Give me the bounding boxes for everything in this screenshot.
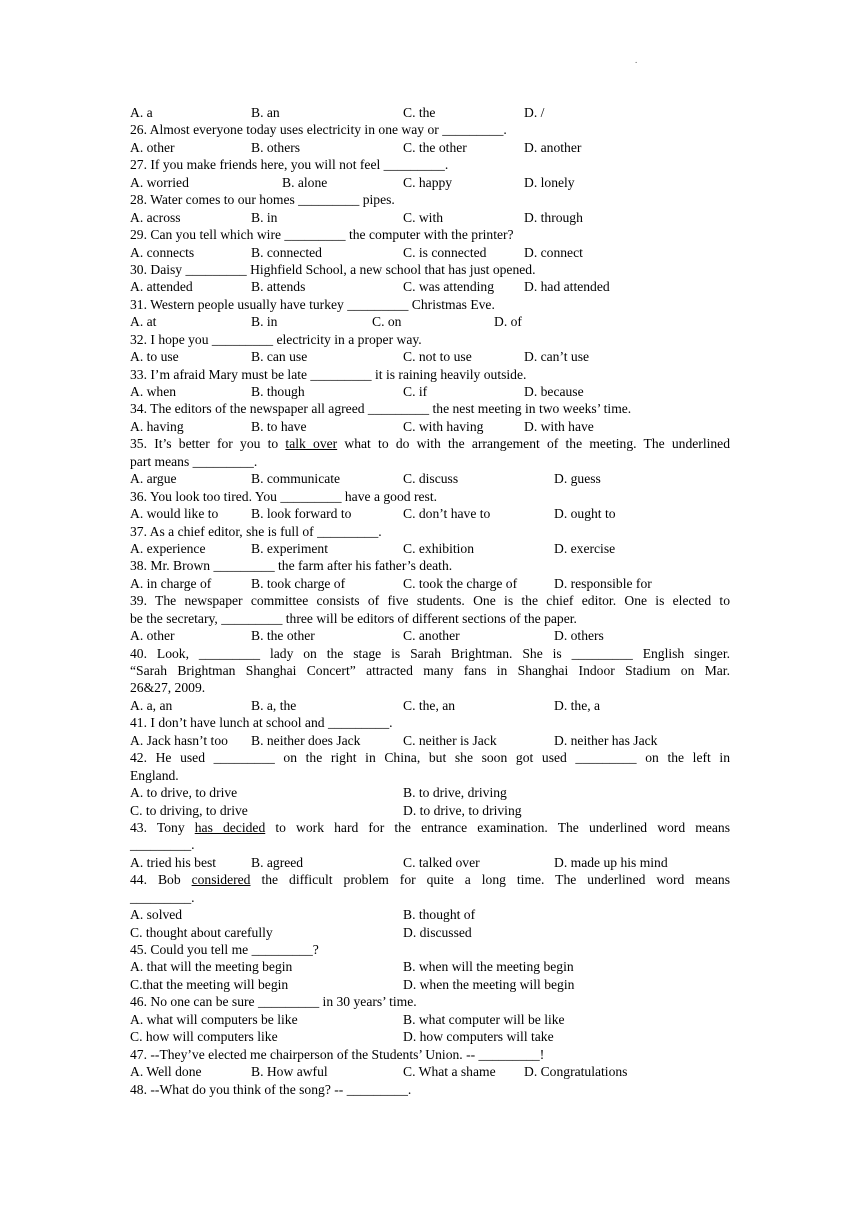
answer-option: C. the, an (403, 697, 456, 713)
answer-option: C. with (403, 209, 444, 225)
answer-option: A. Well done (130, 1064, 202, 1080)
answer-option: C. thought about carefully (130, 924, 273, 940)
answer-option: B. agreed (251, 854, 304, 870)
answer-option: A. Jack hasn’t too (130, 732, 228, 748)
answer-option: D. connect (524, 244, 583, 260)
answer-options-row (130, 418, 730, 435)
question-text: 41. I don’t have lunch at school and _________. (130, 715, 393, 731)
answer-options-row (130, 1011, 730, 1028)
answer-option: D. discussed (403, 924, 472, 940)
answer-option: C. don’t have to (403, 506, 491, 522)
answer-options-row (130, 575, 730, 592)
question-text: 26&27, 2009. (130, 680, 206, 696)
answer-option: C. on (372, 314, 402, 330)
question-text: 33. I’m afraid Mary must be late _________ it is raining heavily outside. (130, 366, 527, 382)
answer-options-row (130, 976, 730, 993)
answer-option: C. neither is Jack (403, 732, 497, 748)
answer-option: B. when will the meeting begin (403, 959, 574, 975)
answer-option: B. communicate (251, 471, 341, 487)
answer-options-row (130, 278, 730, 295)
question-text (130, 871, 730, 888)
answer-option: B. took charge of (251, 575, 346, 591)
question-text-part: 43. Tony (130, 819, 195, 835)
header-mark: . (635, 55, 638, 65)
question-text: 48. --What do you think of the song? -- _________. (130, 1081, 412, 1097)
answer-option: B. look forward to (251, 506, 352, 522)
answer-option: D. had attended (524, 279, 610, 295)
question-text-part: to work hard for the entrance examination. The underlined word means (265, 819, 730, 835)
answer-option: D. another (524, 139, 582, 155)
answer-options-row (130, 924, 730, 941)
answer-option: D. neither has Jack (554, 732, 658, 748)
question-text: 37. As a chief editor, she is full of _________. (130, 523, 382, 539)
answer-option: C. how will computers like (130, 1029, 278, 1045)
question-text (130, 435, 730, 452)
answer-options-row (130, 784, 730, 801)
answer-option: A. what will computers be like (130, 1011, 298, 1027)
answer-option: B. others (251, 139, 301, 155)
answer-option: D. when the meeting will begin (403, 976, 575, 992)
answer-option: C. is connected (403, 244, 487, 260)
answer-option: B. connected (251, 244, 322, 260)
question-text-part: the difficult problem for quite a long time. The underlined word means (250, 872, 730, 888)
answer-options-row (130, 906, 730, 923)
answer-option: A. connects (130, 244, 195, 260)
answer-option: D. / (524, 105, 545, 120)
question-text: 38. Mr. Brown _________ the farm after his father’s death. (130, 558, 453, 574)
answer-option: D. can’t use (524, 349, 590, 365)
answer-options-row (130, 1063, 730, 1080)
answer-option: B. a, the (251, 697, 297, 713)
answer-options-row (130, 802, 730, 819)
answer-options-row (130, 627, 730, 644)
answer-options-row (130, 174, 730, 191)
answer-option: B. in (251, 314, 278, 330)
answer-option: A. that will the meeting begin (130, 959, 293, 975)
answer-option: D. through (524, 209, 583, 225)
answer-option: C. was attending (403, 279, 494, 295)
question-text: 46. No one can be sure _________ in 30 years’ time. (130, 994, 417, 1010)
answer-option: B. thought of (403, 907, 476, 923)
answer-options-row (130, 470, 730, 487)
answer-option: D. lonely (524, 174, 575, 190)
answer-option: D. responsible for (554, 575, 652, 591)
answer-option: A. to use (130, 349, 179, 365)
answer-option: C. happy (403, 174, 453, 190)
answer-option: A. other (130, 139, 175, 155)
question-text: 36. You look too tired. You _________ have a good rest. (130, 488, 437, 504)
answer-option: C. the other (403, 139, 467, 155)
answer-option: D. Congratulations (524, 1064, 628, 1080)
underlined-phrase: talk over (285, 436, 338, 452)
answer-option: C. if (403, 384, 428, 399)
answer-options-row (130, 209, 730, 226)
answer-option: A. attended (130, 279, 193, 295)
answer-option: D. because (524, 384, 584, 399)
answer-options-row (130, 540, 730, 557)
answer-option: B. to drive, driving (403, 785, 507, 801)
answer-option: A. across (130, 209, 181, 225)
question-text: 28. Water comes to our homes _________ pipes. (130, 192, 395, 208)
answer-options-row (130, 348, 730, 365)
answer-option: A. other (130, 628, 175, 644)
answer-option: C. discuss (403, 471, 459, 487)
answer-option: B. alone (282, 174, 328, 190)
answer-option: A. at (130, 314, 157, 330)
question-text: 27. If you make friends here, you will not feel _________. (130, 157, 449, 173)
question-text: England. (130, 767, 179, 783)
question-text-part: what to do with the arrangement of the meeting. The underlined (337, 436, 730, 452)
answer-option: B. How awful (251, 1064, 328, 1080)
answer-options-row (130, 139, 730, 156)
answer-option: A. solved (130, 907, 183, 923)
answer-option: C. the (403, 105, 436, 120)
question-text: “Sarah Brightman Shanghai Concert” attracted many fans in Shanghai Indoor Stadium on Mar. (130, 663, 730, 678)
question-text: 29. Can you tell which wire _________ the computer with the printer? (130, 227, 514, 243)
question-text: _________. (130, 837, 195, 853)
question-text: 39. The newspaper committee consists of five students. One is the chief editor. One is elected to (130, 593, 730, 609)
question-text: _________. (130, 889, 195, 905)
answer-options-row (130, 505, 730, 522)
underlined-phrase: has decided (194, 819, 266, 835)
underlined-phrase: considered (191, 872, 251, 888)
answer-option: B. the other (251, 628, 315, 644)
answer-option: C.that the meeting will begin (130, 976, 289, 992)
answer-option: A. having (130, 418, 184, 434)
answer-option: A. argue (130, 471, 177, 487)
answer-option: A. a, an (130, 697, 173, 713)
question-text (130, 819, 730, 836)
answer-option: B. though (251, 384, 305, 399)
answer-options-row (130, 383, 730, 400)
answer-options-row (130, 1028, 730, 1045)
answer-option: C. exhibition (403, 540, 474, 556)
answer-options-row (130, 244, 730, 261)
answer-option: A. experience (130, 540, 206, 556)
question-text-part: 44. Bob (130, 872, 192, 888)
answer-options-row (130, 313, 730, 330)
answer-option: A. would like to (130, 506, 219, 522)
question-text: 42. He used _________ on the right in China, but she soon got used _________ on the left in (130, 750, 730, 766)
question-text: 31. Western people usually have turkey _________ Christmas Eve. (130, 296, 495, 312)
answer-option: D. with have (524, 418, 594, 434)
answer-option: A. in charge of (130, 575, 212, 591)
answer-option: B. experiment (251, 540, 329, 556)
answer-option: D. the, a (554, 697, 601, 713)
answer-option: D. guess (554, 471, 601, 487)
answer-option: C. What a shame (403, 1064, 496, 1080)
answer-options-row (130, 104, 730, 121)
answer-option: C. not to use (403, 349, 472, 365)
answer-option: C. took the charge of (403, 575, 518, 591)
question-text: 26. Almost everyone today uses electricity in one way or _________. (130, 122, 507, 138)
answer-option: C. with having (403, 418, 484, 434)
answer-options-row (130, 854, 730, 871)
answer-option: C. talked over (403, 854, 480, 870)
question-text: 34. The editors of the newspaper all agreed _________ the nest meeting in two weeks’ time. (130, 401, 632, 417)
answer-option: A. tried his best (130, 854, 217, 870)
answer-option: B. what computer will be like (403, 1011, 565, 1027)
question-text: 32. I hope you _________ electricity in a proper way. (130, 331, 422, 347)
answer-option: C. another (403, 628, 460, 644)
answer-option: A. when (130, 384, 177, 399)
answer-option: A. to drive, to drive (130, 785, 238, 801)
answer-option: B. an (251, 105, 280, 120)
question-text-part: 35. It’s better for you to (130, 436, 286, 452)
answer-options-row (130, 958, 730, 975)
answer-option: D. of (494, 314, 522, 330)
answer-option: D. others (554, 628, 604, 644)
answer-option: D. how computers will take (403, 1029, 554, 1045)
answer-option: C. to driving, to drive (130, 802, 248, 818)
answer-option: D. to drive, to driving (403, 802, 522, 818)
answer-options-row (130, 697, 730, 714)
question-list (130, 104, 730, 1098)
answer-option: B. in (251, 209, 278, 225)
answer-option: D. made up his mind (554, 854, 668, 870)
answer-option: B. neither does Jack (251, 732, 361, 748)
answer-option: B. attends (251, 279, 306, 295)
question-text: 47. --They’ve elected me chairperson of the Students’ Union. -- _________! (130, 1046, 545, 1062)
answer-option: D. exercise (554, 540, 616, 556)
answer-option: D. ought to (554, 506, 616, 522)
question-text: part means _________. (130, 453, 258, 469)
question-text: be the secretary, _________ three will be editors of different sections of the paper. (130, 610, 577, 626)
question-text: 40. Look, _________ lady on the stage is Sarah Brightman. She is _________ English singer. (130, 645, 730, 661)
answer-option: A. worried (130, 174, 189, 190)
answer-option: B. can use (251, 349, 308, 365)
question-text: 30. Daisy _________ Highfield School, a new school that has just opened. (130, 261, 536, 277)
answer-options-row (130, 732, 730, 749)
question-text: 45. Could you tell me _________? (130, 942, 319, 957)
answer-option: A. a (130, 105, 153, 120)
answer-option: B. to have (251, 418, 307, 434)
